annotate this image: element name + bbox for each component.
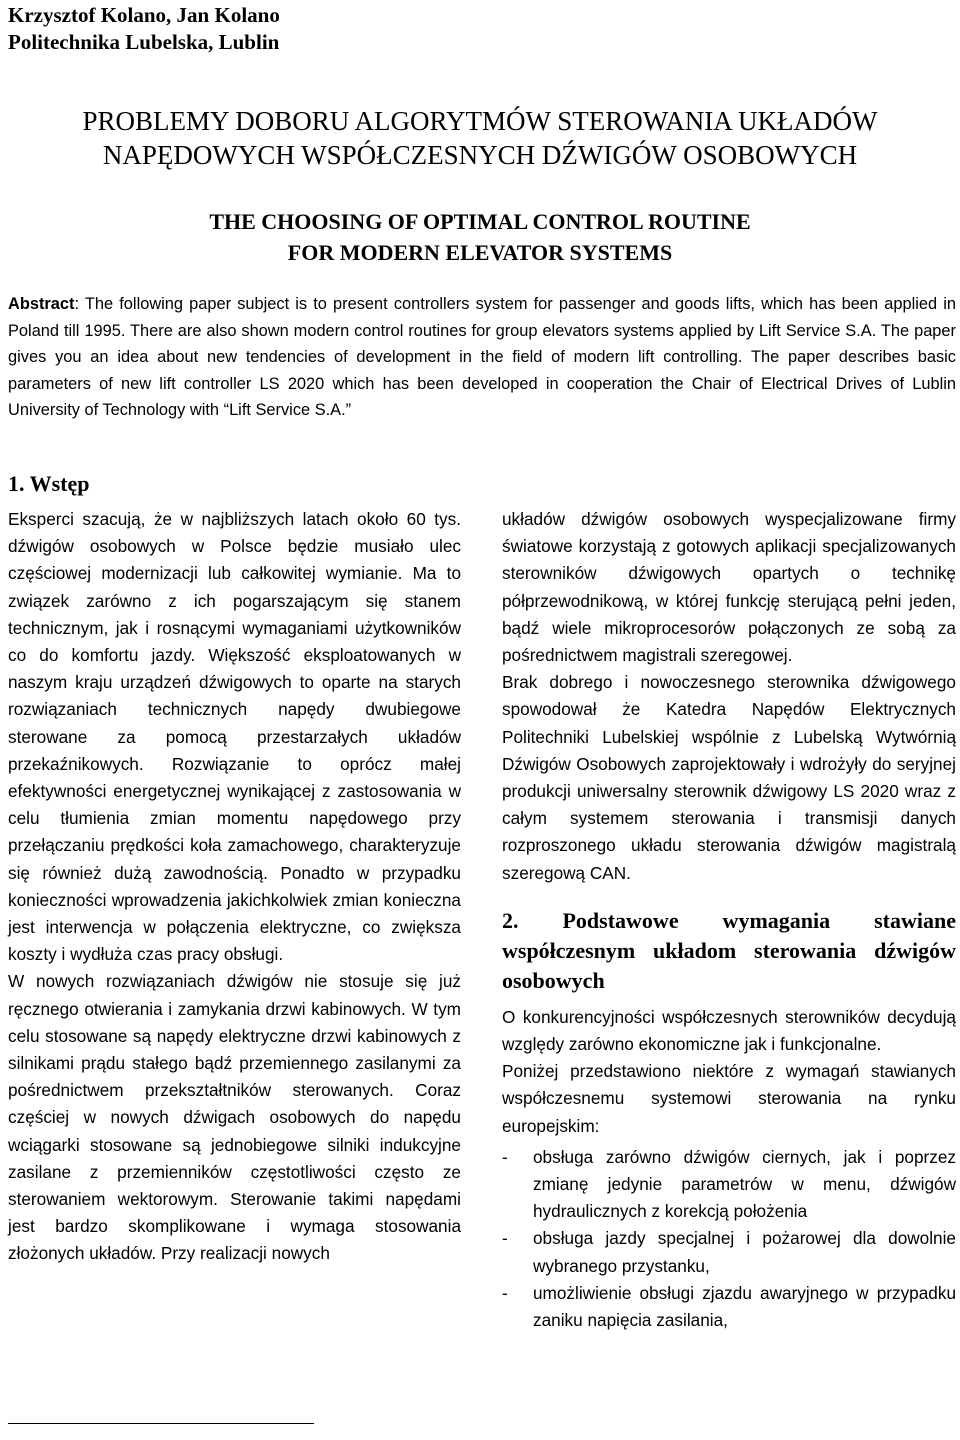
list-dash: - xyxy=(502,1282,508,1303)
right-paragraph-2: Brak dobrego i nowoczesnego sterownika dźwigowego spowodował że Katedra Napędów Elektrycznych Politechniki Lubelskiej wspólnie z Lubelską Wytwórnią Dźwigów Osobowych zaprojektowały i wdrożyły do seryjnej produkcji uniwersalny sterownik dźwigowy LS 2020 wraz z całym systemem sterowania i transmisji danych rozproszonego układu sterowania dźwigów magistralą szeregową CAN. xyxy=(502,672,956,883)
right-paragraph-4: Poniżej przedstawiono niektóre z wymagań stawianych współczesnemu systemowi sterowania na rynku europejskim: xyxy=(502,1061,956,1136)
right-column xyxy=(502,470,956,1334)
abstract-text: : The following paper subject is to present controllers system for passenger and goods lifts, which has been applied in Poland till 1995. There are also shown modern control routines for group elevators systems applied by Lift Service S.A. The paper gives you an idea about new tendencies of development in the field of modern lift controlling. The paper describes basic parameters of new lift controller LS 2020 which has been developed in cooperation the Chair of Electrical Drives of Lublin University of Technology with “Lift Service S.A.” xyxy=(8,295,956,419)
list-item-text: umożliwienie obsługi zjazdu awaryjnego w przypadku zaniku napięcia zasilania, xyxy=(533,1282,956,1331)
title-english xyxy=(0,206,960,268)
abstract-label: Abstract xyxy=(8,295,75,313)
author-names: Krzysztof Kolano, Jan Kolano xyxy=(8,3,280,27)
title-polish-line-2: NAPĘDOWYCH WSPÓŁCZESNYCH DŹWIGÓW OSOBOWYCH xyxy=(102,140,858,170)
list-item xyxy=(502,1225,956,1279)
requirements-list xyxy=(502,1144,956,1334)
list-dash: - xyxy=(502,1228,508,1249)
list-item xyxy=(502,1144,956,1226)
affiliation: Politechnika Lubelska, Lublin xyxy=(8,30,280,54)
section-1-paragraph-1: Eksperci szacują, że w najbliższych latach około 60 tys. dźwigów osobowych w Polsce będzie musiało ulec częściowej modernizacji lub całkowitej wymianie. Ma to związek zarówno z ich pogarszającym się stanem technicznym, jak i rosnącymi wymaganiami użytkowników co do komfortu jazdy. Większość eksploatowanych w naszym kraju urządzeń dźwigowych to oparte na starych rozwiązaniach technicznych napędy dwubiegowe sterowane za pomocą przestarzałych układów przekaźnikowych. Rozwiązanie to oprócz małej efektywności energetycznej wynikającej z zastosowania w celu tłumienia zmian momentu napędowego przy przełączaniu prędkości koła zamachowego, charakteryzuje się również dużą zawodnością. Ponadto w przypadku konieczności wprowadzenia jakichkolwiek zmian konieczna jest interwencja w połączenia elektryczne, co zwiększa koszty i wydłuża czas pracy obsługi. xyxy=(8,509,461,965)
title-polish xyxy=(0,104,960,172)
header-authors-block xyxy=(8,2,280,56)
list-item-text: obsługa zarówno dźwigów ciernych, jak i poprzez zmianę jedynie parametrów w menu, dźwigów hydraulicznych z korekcją położenia xyxy=(533,1146,956,1222)
left-column xyxy=(8,470,461,1268)
title-polish-line-1: PROBLEMY DOBORU ALGORYTMÓW STEROWANIA UKŁADÓW xyxy=(82,106,878,136)
abstract xyxy=(8,291,956,424)
section-1-paragraph-2: W nowych rozwiązaniach dźwigów nie stosuje się już ręcznego otwierania i zamykania drzwi kabinowych. W tym celu stosowane są napędy elektryczne drzwi kabinowych z silnikami prądu stałego bądź przemiennego zasilanymi za pośrednictwem przekształtników sterowanych. Coraz częściej w nowych dźwigach osobowych do napędu wciągarki stosowane są jednobiegowe silniki indukcyjne zasilane z przemienników częstotliwości często ze sterowaniem wektorowym. Sterowanie takimi napędami jest bardzo skomplikowane i wymaga stosowania złożonych układów. Przy realizacji nowych xyxy=(8,971,461,1264)
section-1-heading: 1. Wstęp xyxy=(8,471,90,496)
footnote-separator xyxy=(8,1423,314,1424)
section-2-heading: 2. Podstawowe wymagania stawiane współczesnym układom sterowania dźwigów osobowych xyxy=(502,907,956,993)
title-english-line-2: FOR MODERN ELEVATOR SYSTEMS xyxy=(287,240,673,265)
list-dash: - xyxy=(502,1146,508,1167)
right-paragraph-3: O konkurencyjności współczesnych sterowników decydują względy zarówno ekonomiczne jak i funkcjonalne. xyxy=(502,1006,956,1055)
title-english-line-1: THE CHOOSING OF OPTIMAL CONTROL ROUTINE xyxy=(209,209,751,234)
right-paragraph-1: układów dźwigów osobowych wyspecjalizowane firmy światowe korzystają z gotowych aplikacji specjalizowanych sterowników dźwigowych opartych o technikę półprzewodnikową, w której funkcję sterującą pełni jeden, bądź wiele mikroprocesorów połączonych ze sobą za pośrednictwem magistrali szeregowej. xyxy=(502,509,956,666)
list-item xyxy=(502,1280,956,1334)
list-item-text: obsługa jazdy specjalnej i pożarowej dla dowolnie wybranego przystanku, xyxy=(533,1228,956,1276)
